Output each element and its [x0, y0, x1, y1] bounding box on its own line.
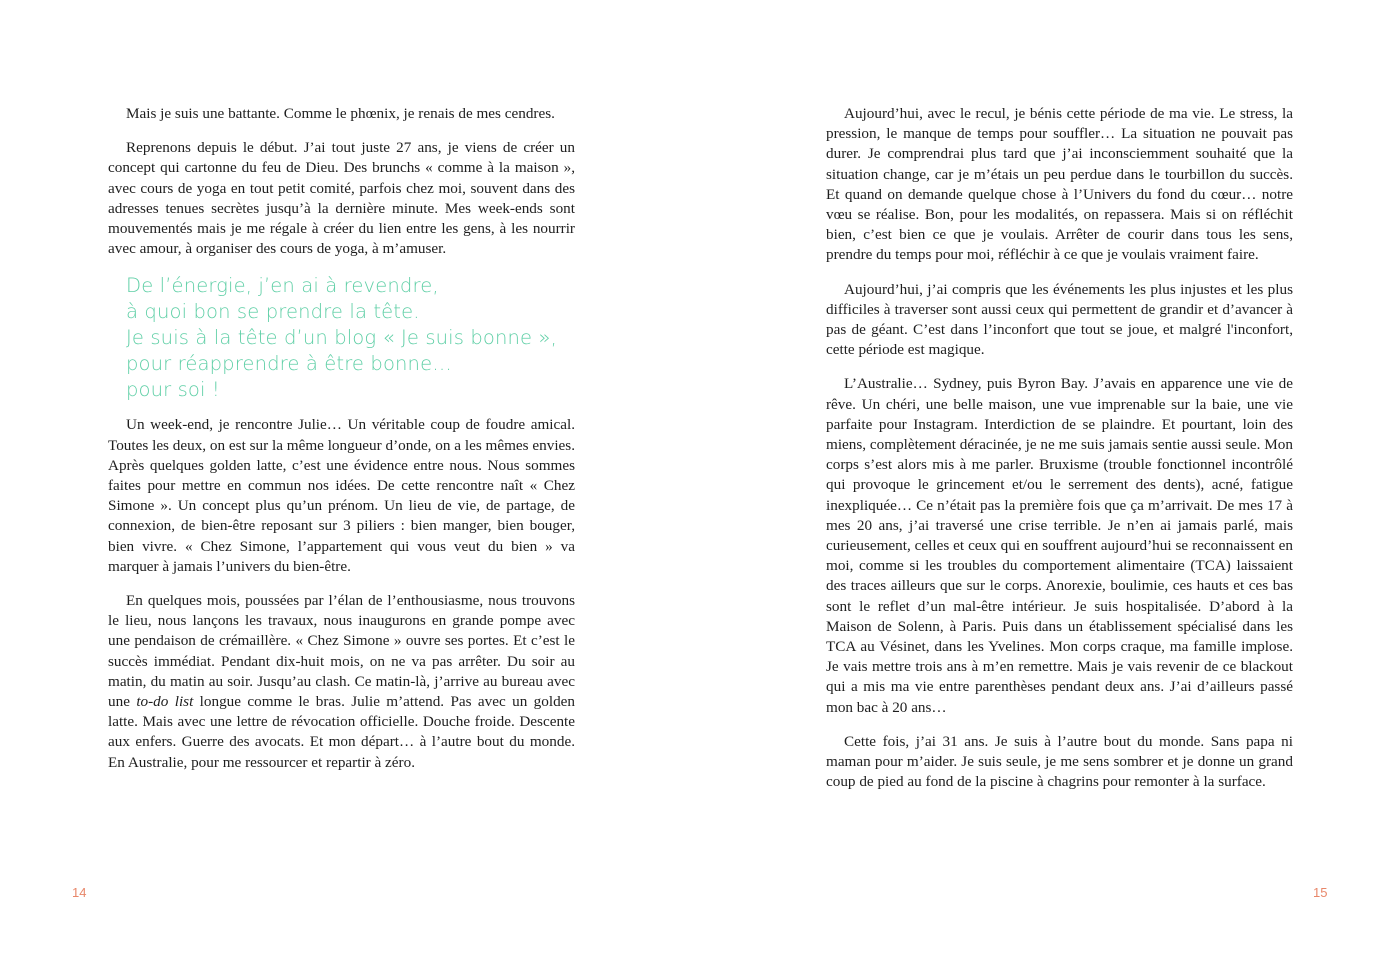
page-number: 15	[1313, 885, 1328, 900]
italic-text: to-do list	[136, 693, 194, 711]
paragraph: Aujourd’hui, j’ai compris que les événements les plus injustes et les plus difficiles à traverser sont aussi ceux qui permettent de grandir et d’avancer à pas de géant. C’est dans l’inconfort que tout se joue, et malgré l'inconfort, cette période est magique.	[826, 280, 1293, 359]
pull-quote	[126, 273, 575, 403]
paragraph: Reprenons depuis le début. J’ai tout juste 27 ans, je viens de créer un concept qui cartonne du feu de Dieu. Des brunchs « comme à la maison », avec cours de yoga en tout petit comité, parfois chez moi, souvent dans des adresses tenues secrètes jusqu’à la dernière minute. Mes week-ends sont mouvementés mais je me régale à créer du lien entre les gens, à les nourrir avec amour, à organiser des cours de yoga, à m’amuser.	[108, 139, 575, 258]
page-number: 14	[72, 885, 87, 900]
paragraph: Mais je suis une battante. Comme le phœnix, je renais de mes cendres.	[126, 105, 555, 122]
paragraph: Un week-end, je rencontre Julie… Un véritable coup de foudre amical. Toutes les deux, on est sur la même longueur d’onde, on a les mêmes envies. Après quelques golden latte, c’est une évidence entre nous. Nous sommes faites pour mettre en commun nos idées. De cette rencontre naît « Chez Simone ». Un concept plus qu’un prénom. Un lieu de vie, de partage, de connexion, de bien-être reposant sur 3 piliers : bien manger, bien bouger, bien vivre. « Chez Simone, l’appartement qui vous veut du bien » va marquer à jamais l’univers du bien-être.	[108, 416, 575, 575]
quote-line: pour soi !	[126, 378, 220, 402]
right-text-column	[826, 104, 1293, 807]
quote-line: Je suis à la tête d’un blog « Je suis bonne »,	[126, 326, 557, 350]
right-page	[700, 0, 1400, 969]
paragraph-text: En quelques mois, poussées par l’élan de l’enthousiasme, nous trouvons le lieu, nous lançons les travaux, nous inaugurons en grande pompe avec une pendaison de crémaillère. « Chez Simone » ouvre ses portes. Et c’est le succès immédiat. Pendant dix-huit mois, on ne va pas arrêter. Du soir au matin, du matin au soir. Jusqu’au clash. Ce matin-là, j’arrive au bureau avec une	[108, 592, 575, 711]
paragraph: Cette fois, j’ai 31 ans. Je suis à l’autre bout du monde. Sans papa ni maman pour m’aider. Je suis seule, je me sens sombrer et je donne un grand coup de pied au fond de la piscine à chagrins pour remonter à la surface.	[826, 732, 1293, 791]
quote-line: à quoi bon se prendre la tête.	[126, 300, 420, 324]
left-text-column	[108, 104, 575, 787]
paragraph: Aujourd’hui, avec le recul, je bénis cette période de ma vie. Le stress, la pression, le manque de temps pour souffler… La situation ne pouvait pas durer. Je comprendrai plus tard que j’ai inconsciemment souhaité que la situation change, car je m’étais un peu perdue dans le tourbillon du succès. Et quand on demande quelque chose à l’Univers du fond du cœur… notre vœu se réalise. Bon, pour les modalités, on repassera. Mais si on réfléchit bien, c’est bien ce que je voulais. Arrêter de courir dans tous les sens, prendre du temps pour moi, réfléchir à ce que je voulais vraiment faire.	[826, 105, 1293, 264]
paragraph-text: longue comme le bras. Julie m’attend. Pas avec un golden latte. Mais avec une lettre de révocation officielle. Douche froide. Descente aux enfers. Guerre des avocats. Et mon départ… à l’autre bout du monde. En Australie, pour me ressourcer et repartir à zéro.	[108, 693, 575, 771]
paragraph: L’Australie… Sydney, puis Byron Bay. J’avais en apparence une vie de rêve. Un chéri, une belle maison, une vue imprenable sur la baie, une vie parfaite pour Instagram. Interdiction de se plaindre. Et pourtant, loin des miens, complètement déracinée, je ne me suis jamais sentie aussi seule. Mon corps s’est alors mis à me parler. Bruxisme (trouble fonctionnel incontrôlé qui provoque le grincement et/ou le serrement des dents), acné, fatigue inexpliquée… Ce n’était pas la première fois que ça m’arrivait. De mes 17 à mes 20 ans, j’ai traversé une crise terrible. Je n’en ai jamais parlé, mais curieusement, celles et ceux qui en souffrent aujourd’hui se reconnaissent en moi, comme si les troubles du comportement alimentaire (TCA) laissaient des traces ailleurs que sur le corps. Anorexie, boulimie, ces hauts et ces bas sont le reflet d’un mal-être intérieur. Je suis hospitalisée. D’abord à la Maison de Solenn, à Paris. Puis dans un établissement spécialisé dans les TCA au Vésinet, dans les Yvelines. Mon corps craque, ma famille implose. Je vais mettre trois ans à m’en remettre. Mais je vais revenir de ce blackout qui a mis ma vie entre parenthèses pendant deux ans. J’ai d’ailleurs passé mon bac à 20 ans…	[826, 375, 1293, 716]
paragraph	[108, 591, 575, 773]
quote-line: pour réapprendre à être bonne…	[126, 352, 452, 376]
quote-line: De l’énergie, j’en ai à revendre,	[126, 274, 439, 298]
